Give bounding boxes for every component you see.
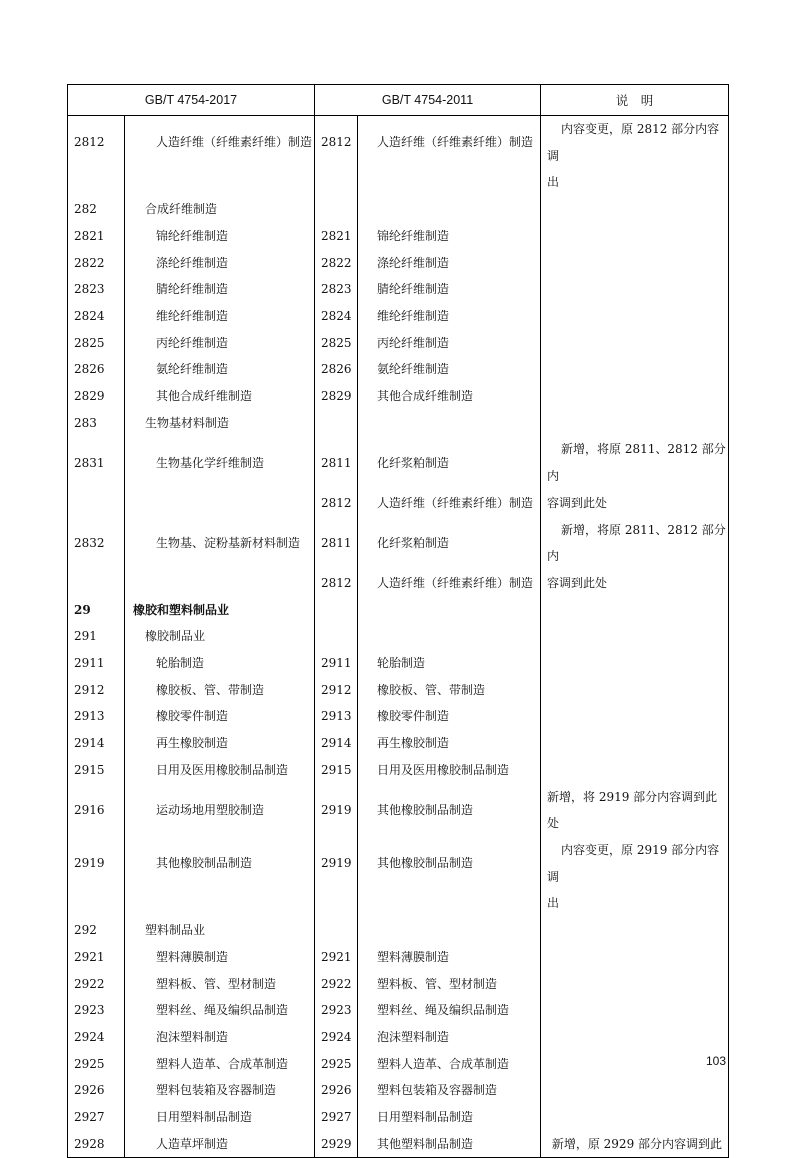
note bbox=[541, 997, 729, 1024]
name-2011: 维纶纤维制造 bbox=[358, 303, 541, 330]
table-row bbox=[68, 1051, 729, 1078]
code-2011: 2924 bbox=[315, 1024, 358, 1051]
name-2011: 人造纤维（纤维素纤维）制造 bbox=[358, 116, 541, 170]
code-2017: 2832 bbox=[68, 517, 125, 570]
code-2017: 292 bbox=[68, 917, 125, 944]
code-2017: 2915 bbox=[68, 757, 125, 784]
table-row bbox=[68, 517, 729, 570]
name-2011 bbox=[358, 597, 541, 624]
name-2017: 生物基化学纤维制造 bbox=[125, 436, 315, 489]
code-2011: 2925 bbox=[315, 1051, 358, 1078]
code-2011: 2812 bbox=[315, 570, 358, 597]
code-2011: 2811 bbox=[315, 517, 358, 570]
name-2017: 生物基、淀粉基新材料制造 bbox=[125, 517, 315, 570]
table-row bbox=[68, 116, 729, 170]
table-row bbox=[68, 570, 729, 597]
table-row bbox=[68, 837, 729, 890]
table-row bbox=[68, 677, 729, 704]
code-2011 bbox=[315, 597, 358, 624]
name-2011: 其他橡胶制品制造 bbox=[358, 784, 541, 837]
name-2011 bbox=[358, 917, 541, 944]
name-2017: 橡胶板、管、带制造 bbox=[125, 677, 315, 704]
code-2017: 2825 bbox=[68, 330, 125, 357]
name-2011: 日用塑料制品制造 bbox=[358, 1104, 541, 1131]
name-2011: 其他橡胶制品制造 bbox=[358, 837, 541, 890]
name-2011: 腈纶纤维制造 bbox=[358, 276, 541, 303]
code-2011 bbox=[315, 890, 358, 917]
code-2011: 2823 bbox=[315, 276, 358, 303]
code-2011: 2824 bbox=[315, 303, 358, 330]
name-2011: 塑料包装箱及容器制造 bbox=[358, 1077, 541, 1104]
code-2011: 2812 bbox=[315, 116, 358, 170]
code-2017: 2914 bbox=[68, 730, 125, 757]
table-row bbox=[68, 1024, 729, 1051]
code-2017: 2822 bbox=[68, 250, 125, 277]
table-row bbox=[68, 250, 729, 277]
name-2017: 塑料制品业 bbox=[125, 917, 315, 944]
table-row bbox=[68, 223, 729, 250]
name-2011: 人造纤维（纤维素纤维）制造 bbox=[358, 490, 541, 517]
name-2017: 橡胶零件制造 bbox=[125, 703, 315, 730]
code-2017: 2919 bbox=[68, 837, 125, 890]
note: 容调到此处 bbox=[541, 570, 729, 597]
code-2017: 2923 bbox=[68, 997, 125, 1024]
table-row bbox=[68, 276, 729, 303]
code-2017: 2824 bbox=[68, 303, 125, 330]
code-2011 bbox=[315, 196, 358, 223]
code-2011: 2922 bbox=[315, 971, 358, 998]
table-row bbox=[68, 757, 729, 784]
code-2011: 2912 bbox=[315, 677, 358, 704]
note bbox=[541, 597, 729, 624]
name-2011: 泡沫塑料制造 bbox=[358, 1024, 541, 1051]
name-2011: 其他塑料制品制造 bbox=[358, 1131, 541, 1158]
name-2017: 塑料包装箱及容器制造 bbox=[125, 1077, 315, 1104]
name-2011: 涤纶纤维制造 bbox=[358, 250, 541, 277]
note: 内容变更，原 2919 部分内容调 bbox=[541, 837, 729, 890]
code-2017: 2911 bbox=[68, 650, 125, 677]
code-2017: 2921 bbox=[68, 944, 125, 971]
table-row bbox=[68, 650, 729, 677]
code-2017: 283 bbox=[68, 410, 125, 437]
code-2017: 2925 bbox=[68, 1051, 125, 1078]
table-row bbox=[68, 890, 729, 917]
name-2017: 塑料薄膜制造 bbox=[125, 944, 315, 971]
name-2011: 锦纶纤维制造 bbox=[358, 223, 541, 250]
name-2017: 塑料丝、绳及编织品制造 bbox=[125, 997, 315, 1024]
table-row bbox=[68, 971, 729, 998]
name-2011: 塑料人造革、合成革制造 bbox=[358, 1051, 541, 1078]
name-2011: 塑料丝、绳及编织品制造 bbox=[358, 997, 541, 1024]
name-2017: 日用塑料制品制造 bbox=[125, 1104, 315, 1131]
table-row bbox=[68, 1104, 729, 1131]
code-2017: 2913 bbox=[68, 703, 125, 730]
code-2017: 2922 bbox=[68, 971, 125, 998]
name-2011: 其他合成纤维制造 bbox=[358, 383, 541, 410]
code-2011: 2913 bbox=[315, 703, 358, 730]
note: 新增，将 2919 部分内容调到此处 bbox=[541, 784, 729, 837]
name-2011: 塑料薄膜制造 bbox=[358, 944, 541, 971]
code-2011: 2919 bbox=[315, 784, 358, 837]
name-2017: 其他橡胶制品制造 bbox=[125, 837, 315, 890]
name-2011: 化纤浆粕制造 bbox=[358, 436, 541, 489]
name-2017 bbox=[125, 169, 315, 196]
name-2011 bbox=[358, 623, 541, 650]
code-2011: 2826 bbox=[315, 356, 358, 383]
code-2017: 2924 bbox=[68, 1024, 125, 1051]
name-2017: 塑料人造革、合成革制造 bbox=[125, 1051, 315, 1078]
code-2017: 2926 bbox=[68, 1077, 125, 1104]
note bbox=[541, 730, 729, 757]
code-2017 bbox=[68, 570, 125, 597]
name-2011 bbox=[358, 169, 541, 196]
code-2017: 2927 bbox=[68, 1104, 125, 1131]
note bbox=[541, 757, 729, 784]
note bbox=[541, 250, 729, 277]
table-header-row bbox=[68, 85, 729, 116]
code-2017: 2912 bbox=[68, 677, 125, 704]
code-2011: 2811 bbox=[315, 436, 358, 489]
code-2017: 291 bbox=[68, 623, 125, 650]
table-row bbox=[68, 623, 729, 650]
name-2017: 日用及医用橡胶制品制造 bbox=[125, 757, 315, 784]
code-2011: 2929 bbox=[315, 1131, 358, 1158]
name-2017: 涤纶纤维制造 bbox=[125, 250, 315, 277]
note bbox=[541, 276, 729, 303]
name-2011: 人造纤维（纤维素纤维）制造 bbox=[358, 570, 541, 597]
name-2017: 橡胶和塑料制品业 bbox=[125, 597, 315, 624]
code-2017: 2812 bbox=[68, 116, 125, 170]
table-row bbox=[68, 383, 729, 410]
code-2011: 2926 bbox=[315, 1077, 358, 1104]
note: 新增，将原 2811、2812 部分内 bbox=[541, 517, 729, 570]
table-row bbox=[68, 436, 729, 489]
note: 新增，将原 2811、2812 部分内 bbox=[541, 436, 729, 489]
code-2011: 2927 bbox=[315, 1104, 358, 1131]
code-2017 bbox=[68, 490, 125, 517]
name-2017: 丙纶纤维制造 bbox=[125, 330, 315, 357]
name-2011 bbox=[358, 890, 541, 917]
note bbox=[541, 1051, 729, 1078]
note: 容调到此处 bbox=[541, 490, 729, 517]
note bbox=[541, 971, 729, 998]
table-row bbox=[68, 330, 729, 357]
classification-comparison-table bbox=[67, 84, 729, 1158]
code-2017: 2823 bbox=[68, 276, 125, 303]
code-2017 bbox=[68, 169, 125, 196]
note bbox=[541, 223, 729, 250]
table-row bbox=[68, 597, 729, 624]
name-2011: 丙纶纤维制造 bbox=[358, 330, 541, 357]
code-2011 bbox=[315, 169, 358, 196]
name-2017: 运动场地用塑胶制造 bbox=[125, 784, 315, 837]
note bbox=[541, 703, 729, 730]
note: 出 bbox=[541, 169, 729, 196]
table-row bbox=[68, 1131, 729, 1158]
table-row bbox=[68, 196, 729, 223]
name-2017: 泡沫塑料制造 bbox=[125, 1024, 315, 1051]
note bbox=[541, 410, 729, 437]
code-2017: 2821 bbox=[68, 223, 125, 250]
note: 新增，原 2929 部分内容调到此 bbox=[541, 1131, 729, 1158]
name-2017: 其他合成纤维制造 bbox=[125, 383, 315, 410]
code-2011: 2923 bbox=[315, 997, 358, 1024]
header-note: 说 明 bbox=[541, 85, 729, 116]
note bbox=[541, 944, 729, 971]
code-2011: 2914 bbox=[315, 730, 358, 757]
code-2011 bbox=[315, 623, 358, 650]
note bbox=[541, 1024, 729, 1051]
table-row bbox=[68, 356, 729, 383]
name-2017: 维纶纤维制造 bbox=[125, 303, 315, 330]
note bbox=[541, 383, 729, 410]
name-2011: 橡胶零件制造 bbox=[358, 703, 541, 730]
code-2017: 2831 bbox=[68, 436, 125, 489]
name-2017: 人造纤维（纤维素纤维）制造 bbox=[125, 116, 315, 170]
note bbox=[541, 677, 729, 704]
code-2011: 2911 bbox=[315, 650, 358, 677]
name-2011: 再生橡胶制造 bbox=[358, 730, 541, 757]
code-2017: 29 bbox=[68, 597, 125, 624]
note bbox=[541, 1104, 729, 1131]
code-2011: 2915 bbox=[315, 757, 358, 784]
code-2017: 2826 bbox=[68, 356, 125, 383]
table-row bbox=[68, 410, 729, 437]
name-2011 bbox=[358, 410, 541, 437]
name-2017: 腈纶纤维制造 bbox=[125, 276, 315, 303]
code-2011: 2822 bbox=[315, 250, 358, 277]
code-2011: 2921 bbox=[315, 944, 358, 971]
table-row bbox=[68, 997, 729, 1024]
table-row bbox=[68, 490, 729, 517]
note bbox=[541, 650, 729, 677]
name-2017: 合成纤维制造 bbox=[125, 196, 315, 223]
table-body bbox=[68, 116, 729, 1158]
name-2017 bbox=[125, 890, 315, 917]
note: 内容变更，原 2812 部分内容调 bbox=[541, 116, 729, 170]
code-2017: 2829 bbox=[68, 383, 125, 410]
note bbox=[541, 303, 729, 330]
header-gb2011: GB/T 4754-2011 bbox=[315, 85, 541, 116]
code-2011: 2825 bbox=[315, 330, 358, 357]
code-2011: 2919 bbox=[315, 837, 358, 890]
code-2017: 2928 bbox=[68, 1131, 125, 1158]
name-2011: 氨纶纤维制造 bbox=[358, 356, 541, 383]
name-2017 bbox=[125, 490, 315, 517]
note: 出 bbox=[541, 890, 729, 917]
name-2011: 橡胶板、管、带制造 bbox=[358, 677, 541, 704]
note bbox=[541, 196, 729, 223]
code-2011 bbox=[315, 917, 358, 944]
note bbox=[541, 917, 729, 944]
table-row bbox=[68, 784, 729, 837]
note bbox=[541, 356, 729, 383]
code-2011: 2829 bbox=[315, 383, 358, 410]
name-2017: 生物基材料制造 bbox=[125, 410, 315, 437]
table-row bbox=[68, 1077, 729, 1104]
name-2017: 橡胶制品业 bbox=[125, 623, 315, 650]
table-row bbox=[68, 703, 729, 730]
code-2017: 2916 bbox=[68, 784, 125, 837]
code-2011: 2821 bbox=[315, 223, 358, 250]
note bbox=[541, 330, 729, 357]
name-2011: 轮胎制造 bbox=[358, 650, 541, 677]
table-row bbox=[68, 303, 729, 330]
code-2017 bbox=[68, 890, 125, 917]
name-2017: 锦纶纤维制造 bbox=[125, 223, 315, 250]
table-row bbox=[68, 730, 729, 757]
name-2017: 再生橡胶制造 bbox=[125, 730, 315, 757]
name-2017: 轮胎制造 bbox=[125, 650, 315, 677]
name-2017: 塑料板、管、型材制造 bbox=[125, 971, 315, 998]
header-gb2017: GB/T 4754-2017 bbox=[68, 85, 315, 116]
name-2011 bbox=[358, 196, 541, 223]
name-2011: 化纤浆粕制造 bbox=[358, 517, 541, 570]
note bbox=[541, 1077, 729, 1104]
table-row bbox=[68, 169, 729, 196]
name-2017 bbox=[125, 570, 315, 597]
table-row bbox=[68, 944, 729, 971]
name-2017: 人造草坪制造 bbox=[125, 1131, 315, 1158]
name-2017: 氨纶纤维制造 bbox=[125, 356, 315, 383]
code-2011 bbox=[315, 410, 358, 437]
note bbox=[541, 623, 729, 650]
table-row bbox=[68, 917, 729, 944]
page-number: 103 bbox=[706, 1054, 727, 1068]
code-2017: 282 bbox=[68, 196, 125, 223]
name-2011: 日用及医用橡胶制品制造 bbox=[358, 757, 541, 784]
code-2011: 2812 bbox=[315, 490, 358, 517]
name-2011: 塑料板、管、型材制造 bbox=[358, 971, 541, 998]
